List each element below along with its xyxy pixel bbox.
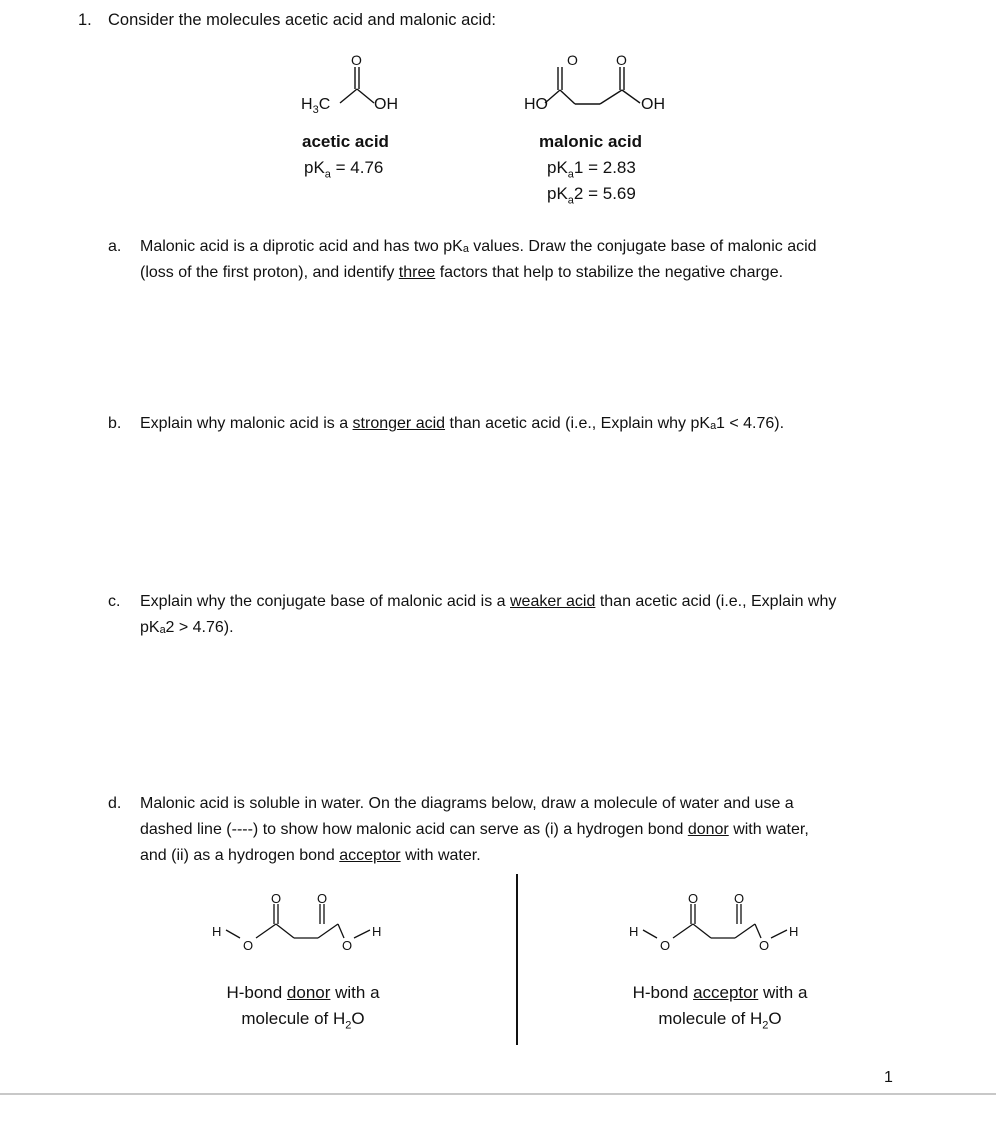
svg-text:O: O [243,938,254,953]
acetic-oh-group: OH [374,96,398,113]
page-bottom-rule [0,1093,996,1095]
svg-text:O: O [317,891,328,906]
acceptor-caption-line2: molecule of $H_2O$ [658,1009,782,1032]
part-a-line2: (loss of the first proton), and identify three factors that help to stabilize the negative charge. [140,264,784,281]
page-number: 1 [884,1069,893,1086]
svg-text:H: H [789,924,799,939]
part-d-line2: dashed line (----) to show how malonic acid can serve as (i) a hydrogen bond donor with water, [140,821,809,838]
part-c-line1: Explain why the conjugate base of malonic acid is a weaker acid than acetic acid (i.e., Explain why [140,593,837,610]
part-d-line1: Malonic acid is soluble in water. On the diagrams below, draw a molecule of water and use a [140,795,794,812]
part-d-line3: and (ii) as a hydrogen bond acceptor with water. [140,847,481,864]
part-c-letter: c. [108,593,121,610]
donor-caption-line1: H-bond donor with a [226,983,380,1002]
malonic-ho-group: HO [524,96,548,113]
part-a-line1: Malonic acid is a diprotic acid and has two pKₐ values. Draw the conjugate base of malonic acid [140,238,817,255]
acceptor-caption-line1: H-bond acceptor with a [632,983,808,1002]
svg-text:O: O [342,938,353,953]
svg-text:H3C: $H_3C$ [301,96,331,116]
malonic-acid-name: malonic acid [539,132,642,151]
donor-caption-line2: molecule of $H_2O$ [241,1009,365,1032]
svg-text:H: H [629,924,639,939]
svg-text:H: H [372,924,382,939]
part-b-letter: b. [108,415,122,432]
question-number: 1. [78,11,92,29]
part-a-letter: a. [108,238,122,255]
svg-text:O: O [271,891,282,906]
acetic-o-atom: O [351,52,362,68]
svg-text:O: O [688,891,699,906]
malonic-o-atom-left: O [567,52,578,68]
malonic-oh-group: OH [641,96,665,113]
svg-text:O: O [734,891,745,906]
part-d-letter: d. [108,795,122,812]
malonic-pka1: $pK_a1 = 2.83$ [547,158,636,181]
acetic-pka: $pK_a = 4.76$ [304,158,384,181]
svg-text:H: H [212,924,222,939]
part-c-line2: pKₐ2 > 4.76). [140,619,234,636]
svg-text:O: O [660,938,671,953]
malonic-pka2: $pK_a2 = 5.69$ [547,184,636,207]
svg-text:O: O [759,938,770,953]
question-text: Consider the molecules acetic acid and malonic acid: [108,11,496,29]
part-b-text: Explain why malonic acid is a stronger acid than acetic acid (i.e., Explain why pKₐ1 < 4.76). [140,415,785,432]
acetic-acid-name: acetic acid [302,132,389,151]
malonic-o-atom-right: O [616,52,627,68]
